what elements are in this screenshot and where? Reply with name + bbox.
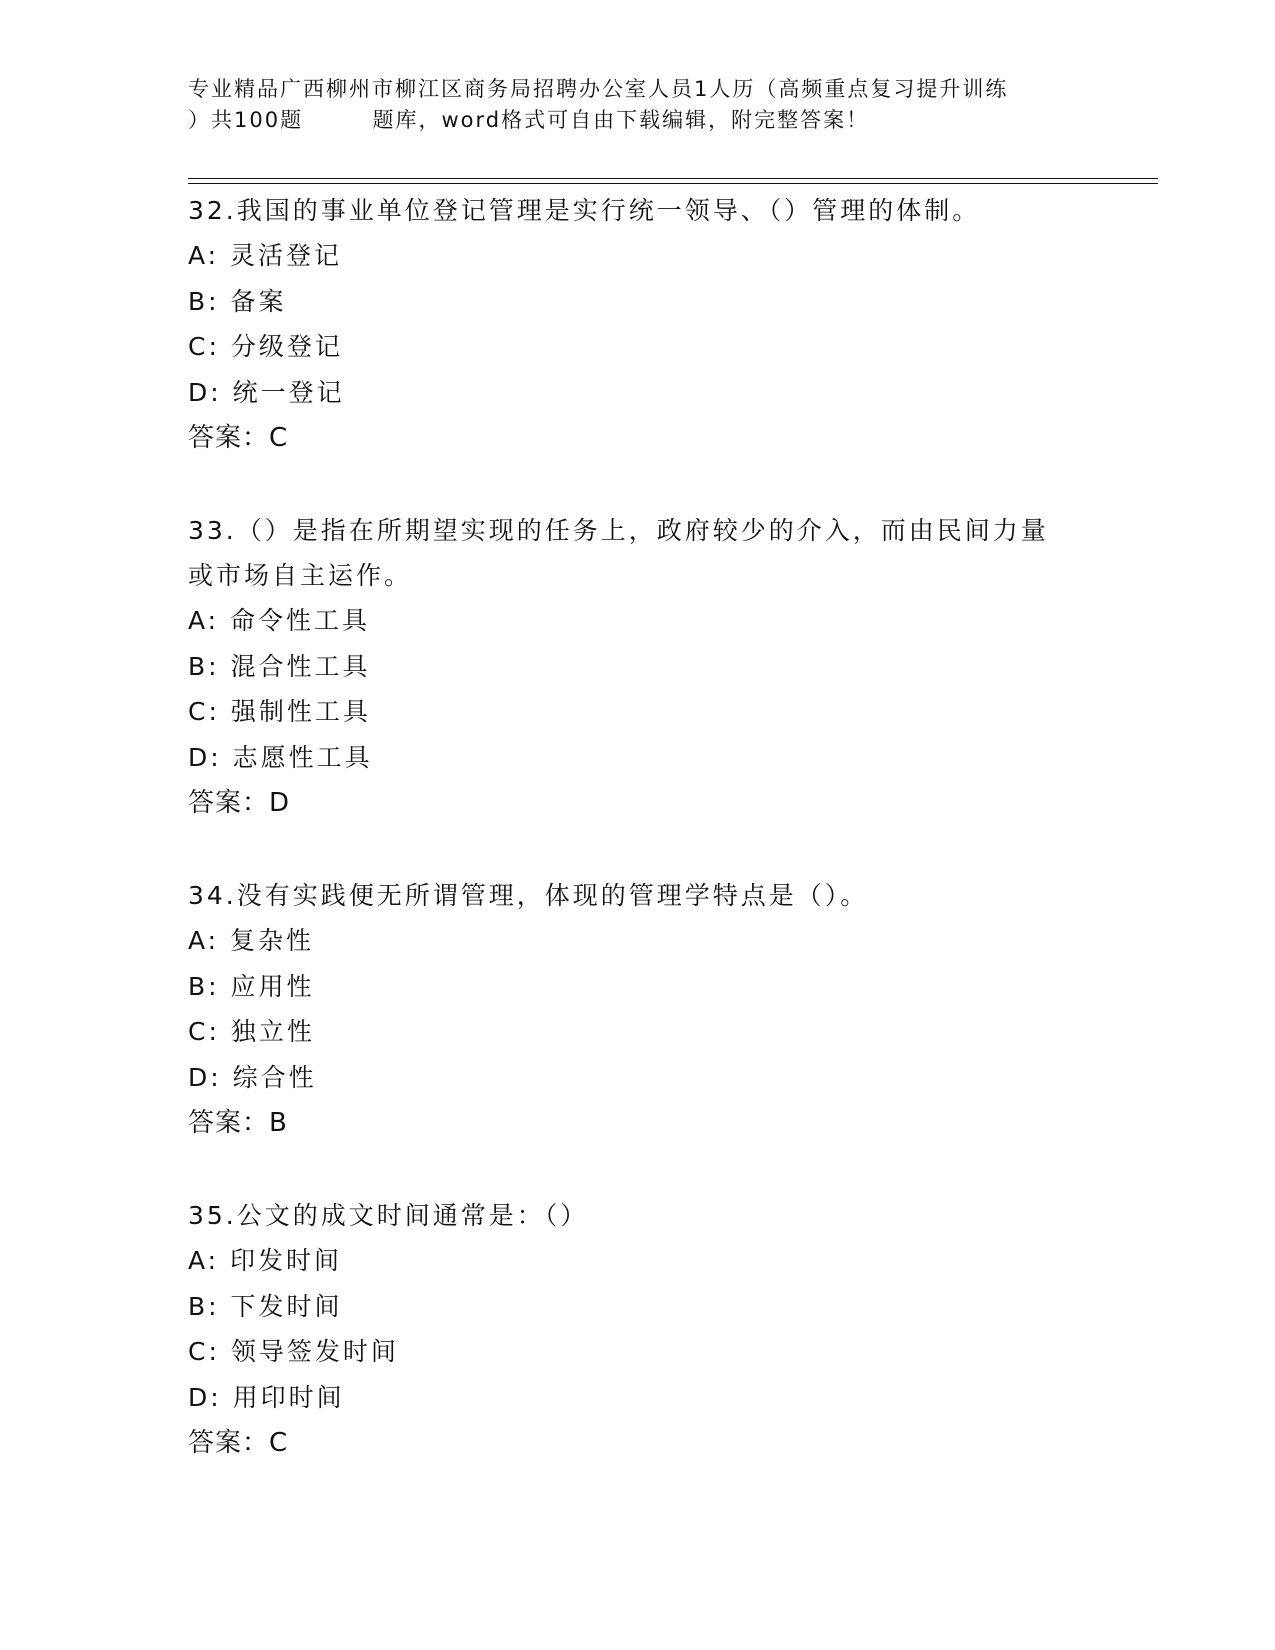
answer: 答案：D [188, 788, 291, 818]
question-stem-line-1: 33.（）是指在所期望实现的任务上，政府较少的介入，而由民间力量 [188, 516, 1049, 545]
header-divider-bottom [188, 183, 1158, 184]
answer: 答案：B [188, 1108, 288, 1138]
option-c: C: 领导签发时间 [188, 1337, 399, 1366]
question-33 [188, 508, 1088, 826]
option-b: B: 混合性工具 [188, 651, 371, 681]
question-stem: 32.我国的事业单位登记管理是实行统一领导、（）管理的体制。 [188, 196, 981, 225]
header-divider-top [188, 178, 1158, 179]
option-a: A: 印发时间 [188, 1246, 343, 1275]
question-34 [188, 873, 1088, 1146]
answer: 答案：C [188, 423, 289, 453]
header-line-2: ）共100题 题库，word格式可自由下载编辑，附完整答案！ [188, 108, 870, 132]
option-a: A: 命令性工具 [188, 606, 371, 635]
option-d: D: 统一登记 [188, 377, 345, 407]
question-stem-line-2: 或市场自主运作。 [188, 561, 413, 590]
question-stem: 34.没有实践便无所谓管理，体现的管理学特点是（）。 [188, 881, 869, 910]
header-line-1: 专业精品广西柳州市柳江区商务局招聘办公室人员1人历（高频重点复习提升训练 [188, 77, 1009, 101]
question-35 [188, 1193, 1088, 1466]
option-c: C: 独立性 [188, 1017, 315, 1046]
answer: 答案：C [188, 1428, 289, 1458]
option-b: B: 下发时间 [188, 1291, 343, 1321]
option-a: A: 灵活登记 [188, 241, 343, 270]
option-c: C: 分级登记 [188, 332, 343, 361]
question-32 [188, 188, 1088, 461]
option-d: D: 志愿性工具 [188, 742, 373, 772]
option-a: A: 复杂性 [188, 926, 315, 955]
option-c: C: 强制性工具 [188, 697, 371, 726]
document-header [188, 74, 1088, 136]
question-stem: 35.公文的成文时间通常是：（） [188, 1201, 589, 1230]
option-b: B: 备案 [188, 286, 287, 316]
option-d: D: 用印时间 [188, 1382, 345, 1412]
option-b: B: 应用性 [188, 971, 315, 1001]
option-d: D: 综合性 [188, 1062, 317, 1092]
